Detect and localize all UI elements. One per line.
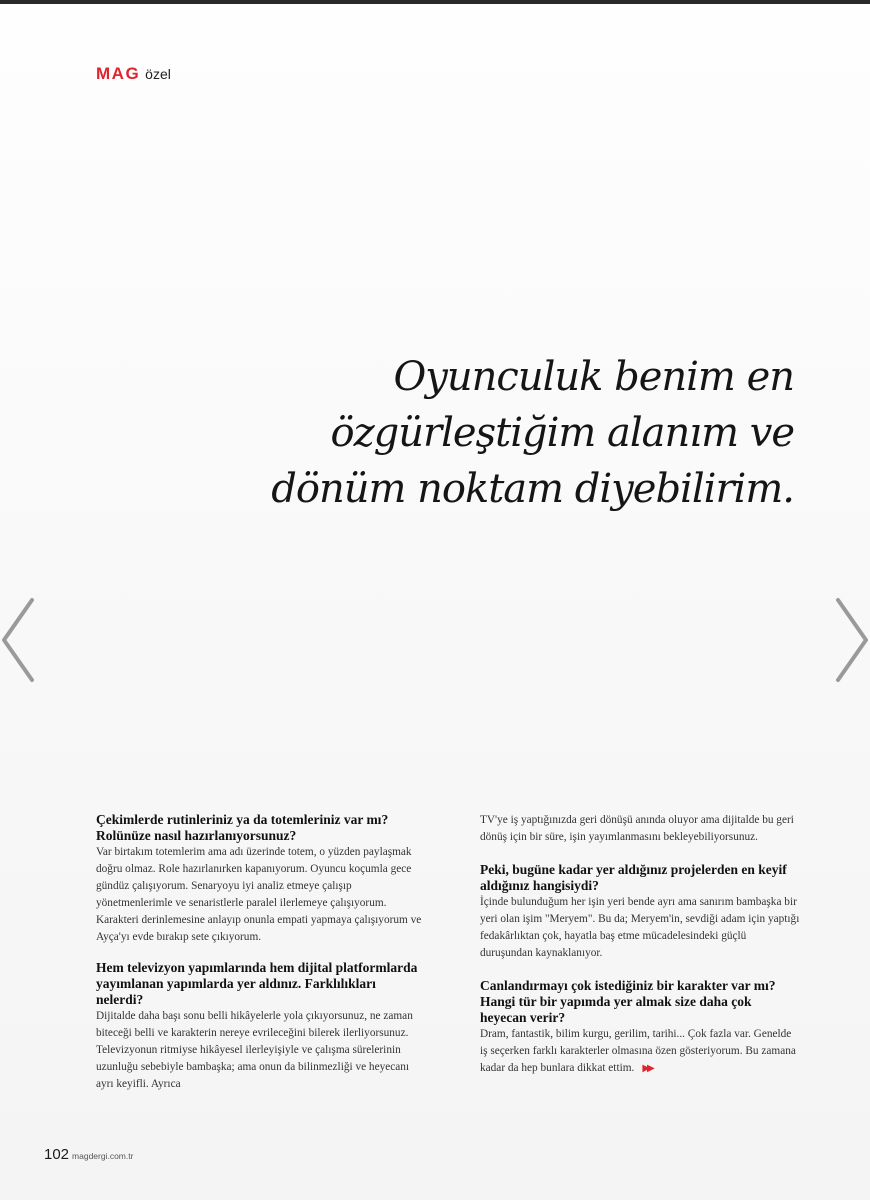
interview-answer: İçinde bulunduğum her işin yeri bende ayrı ama sanırım bambaşka bir yeri olan işim "Meryem". Bu da; Meryem'in, sevdiği adam için yaptığı fedakârlıktan çok, hayatla baş etme mücadelesindeki güçlü duruşundan kaynaklanıyor. (480, 896, 800, 959)
interview-question: Canlandırmayı çok istediğiniz bir karakter var mı? Hangi tür bir yapımda yer almak size daha çok heyecan verir? (480, 978, 776, 1025)
interview-answer: Var birtakım totemlerim ama adı üzerinde totem, o yüzden paylaşmak doğru olmaz. Role hazırlanırken kapanıyorum. Oyuncu koçumla gece gündüz çalışıyorum. Senaryoyu iyi analiz etmeye çalışıp yönetmenlerimle ve senaristlerle paralel ilerlemeye çalışıyorum. Karakteri derinlemesine anlayıp onunla empati yapmaya çalışıyorum ve Ayça'yı evde bırakıp sete çıkıyorum. (96, 846, 422, 943)
chevron-right-icon (830, 596, 870, 684)
page-footer (44, 1146, 133, 1163)
interview-answer (480, 1026, 800, 1077)
pull-quote (234, 349, 794, 517)
pull-quote-line: Oyunculuk benim en (393, 354, 794, 400)
pull-quote-line: dönüm noktam diyebilirim. (271, 466, 794, 512)
prev-page-button[interactable] (0, 596, 40, 684)
interview-question: Çekimlerde rutinleriniz ya da totemleriniz var mı? Rolünüze nasıl hazırlanıyorsunuz? (96, 812, 389, 843)
section-label: özel (145, 66, 171, 82)
text-column-right (480, 812, 800, 1077)
pull-quote-line: özgürleştiğim alanım ve (330, 410, 794, 456)
chevron-left-icon (0, 596, 40, 684)
brand-logo: MAG (96, 64, 141, 83)
interview-question: Hem televizyon yapımlarında hem dijital platformlarda yayımlanan yapımlarda yer aldınız. Farklılıkları nelerdi? (96, 960, 418, 1007)
interview-answer: Dijitalde daha başı sonu belli hikâyelerle yola çıkıyorsunuz, ne zaman biteceği belli ve karakterin nereye evrileceğini bilerek ilerliyorsunuz. Televizyonun ritmiyse hikâyesel ilerleyişiyle ve çalışma sürelerinin uzunluğu sebebiyle bambaşka; ama onun da bilinmezliği ve heyecanı ayrı keyifli. Ayrıca (96, 1010, 413, 1090)
page-header (96, 64, 171, 84)
site-url: magdergi.com.tr (72, 1151, 134, 1161)
magazine-page (0, 4, 870, 1200)
next-page-button[interactable] (830, 596, 870, 684)
page-number: 102 (44, 1146, 70, 1163)
interview-question: Peki, bugüne kadar yer aldığınız projelerden en keyif aldığınız hangisiydi? (480, 862, 787, 893)
text-column-left (96, 812, 426, 1093)
interview-answer-text: Dram, fantastik, bilim kurgu, gerilim, tarihi... Çok fazla var. Genelde iş seçerken farklı karakterler olmasına özen gösteriyorum. Bu zamana kadar da hep bunlara dikkat ettim. (480, 1028, 796, 1074)
interview-answer-continued: TV'ye iş yaptığınızda geri dönüşü anında oluyor ama dijitalde bu geri dönüş için bir süre, işin yayımlanmasını bekleyebiliyorsunuz. (480, 814, 794, 843)
double-chevron-right-icon: ▶▶ (642, 1063, 652, 1074)
